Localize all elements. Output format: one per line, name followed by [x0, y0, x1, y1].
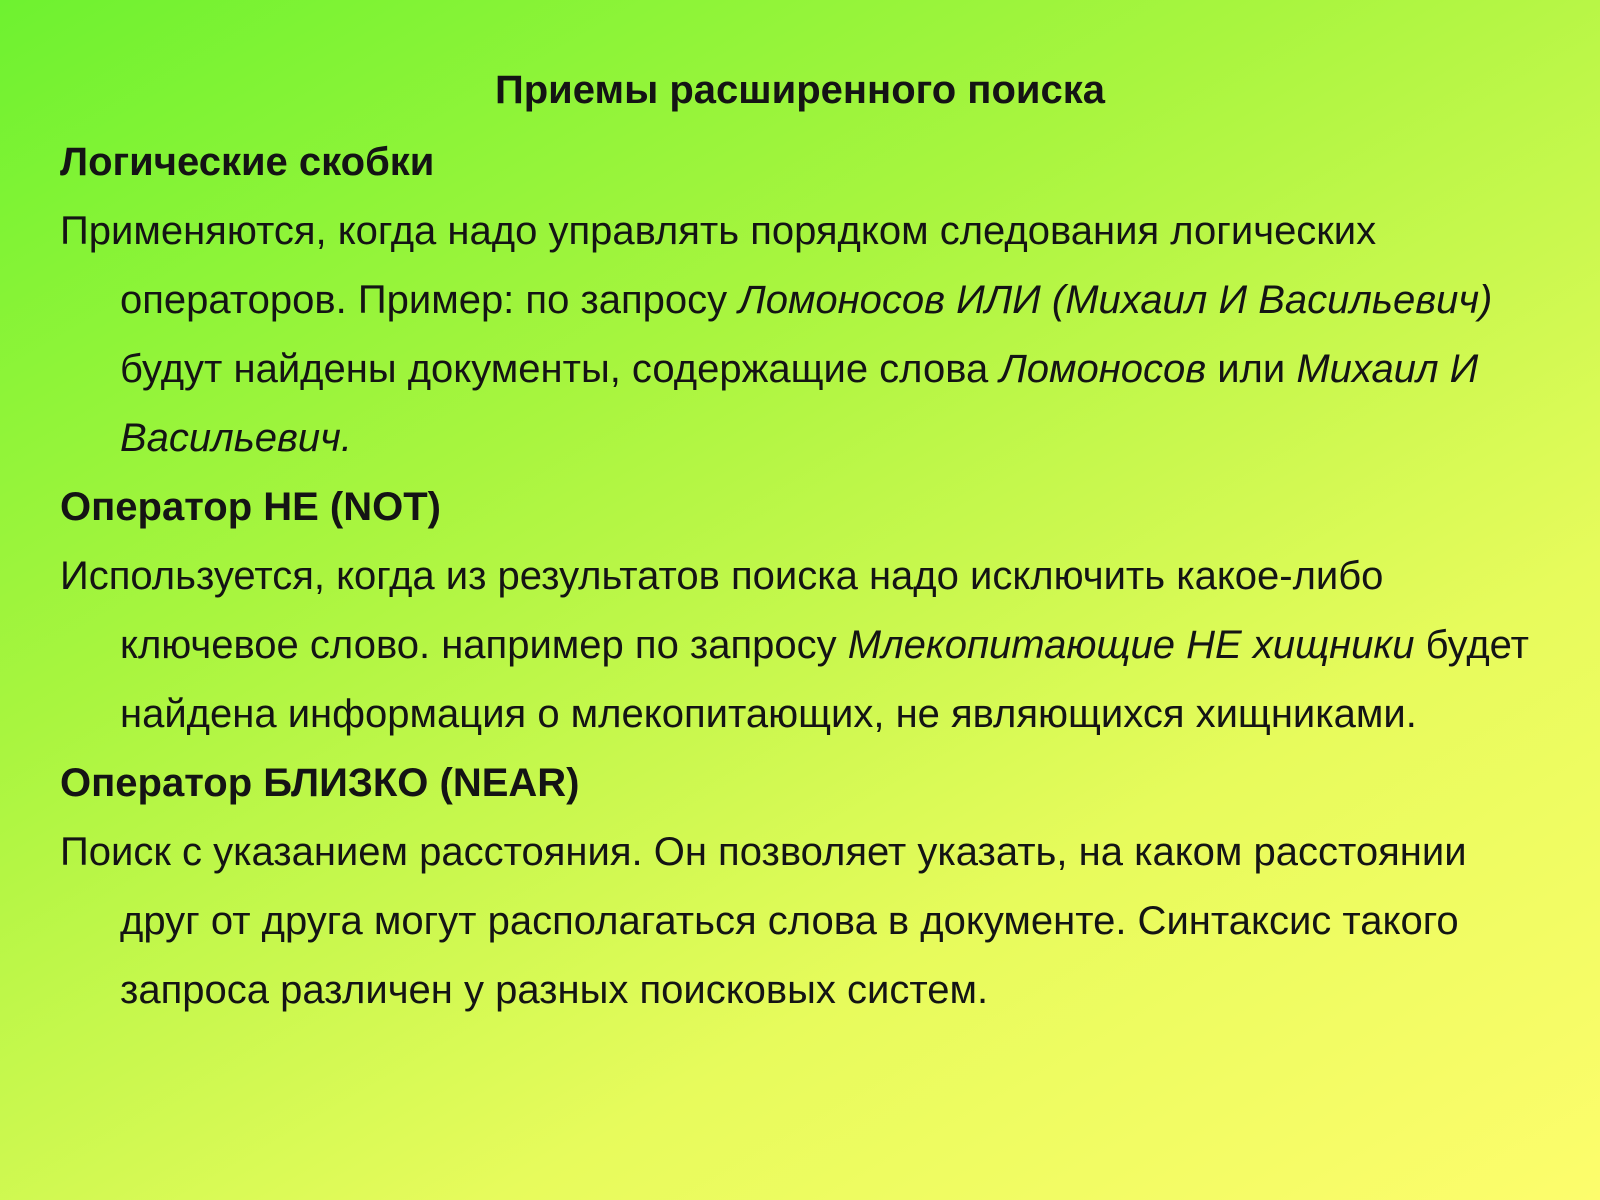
text-run: Применяются, когда надо управлять порядком следования логических операторов. Пример: по запросу: [60, 209, 1377, 322]
section-heading-not-operator: Оператор НЕ (NOT): [60, 485, 441, 529]
italic-run: Ломоносов ИЛИ (Михаил И Васильевич): [738, 278, 1493, 322]
section-text-logical-brackets: [60, 197, 1540, 473]
italic-run: Ломоносов: [999, 347, 1207, 391]
section-text-near-operator: [60, 818, 1540, 1025]
text-run: Поиск с указанием расстояния. Он позволяет указать, на каком расстоянии друг от друга могут располагаться слова в документе. Синтаксис такого запроса различен у разных поисковых систем.: [60, 830, 1467, 1012]
italic-run: Михаил И Васильевич.: [120, 347, 1479, 460]
section-text-not-operator: [60, 542, 1540, 749]
text-run: будут найдены документы, содержащие слова: [120, 347, 1000, 391]
section-heading-logical-brackets: Логические скобки: [60, 140, 435, 184]
italic-run: Млекопитающие НЕ хищники: [847, 623, 1415, 667]
section-heading-near-operator: Оператор БЛИЗКО (NEAR): [60, 761, 580, 805]
slide-title: Приемы расширенного поиска: [494, 68, 1106, 112]
text-run: будет найдена информация о млекопитающих, не являющихся хищниками.: [120, 623, 1529, 736]
slide-content: [60, 128, 1540, 1025]
text-run: или: [1206, 347, 1297, 391]
text-run: Используется, когда из результатов поиска надо исключить какое-либо ключевое слово. например по запросу: [60, 554, 1384, 667]
